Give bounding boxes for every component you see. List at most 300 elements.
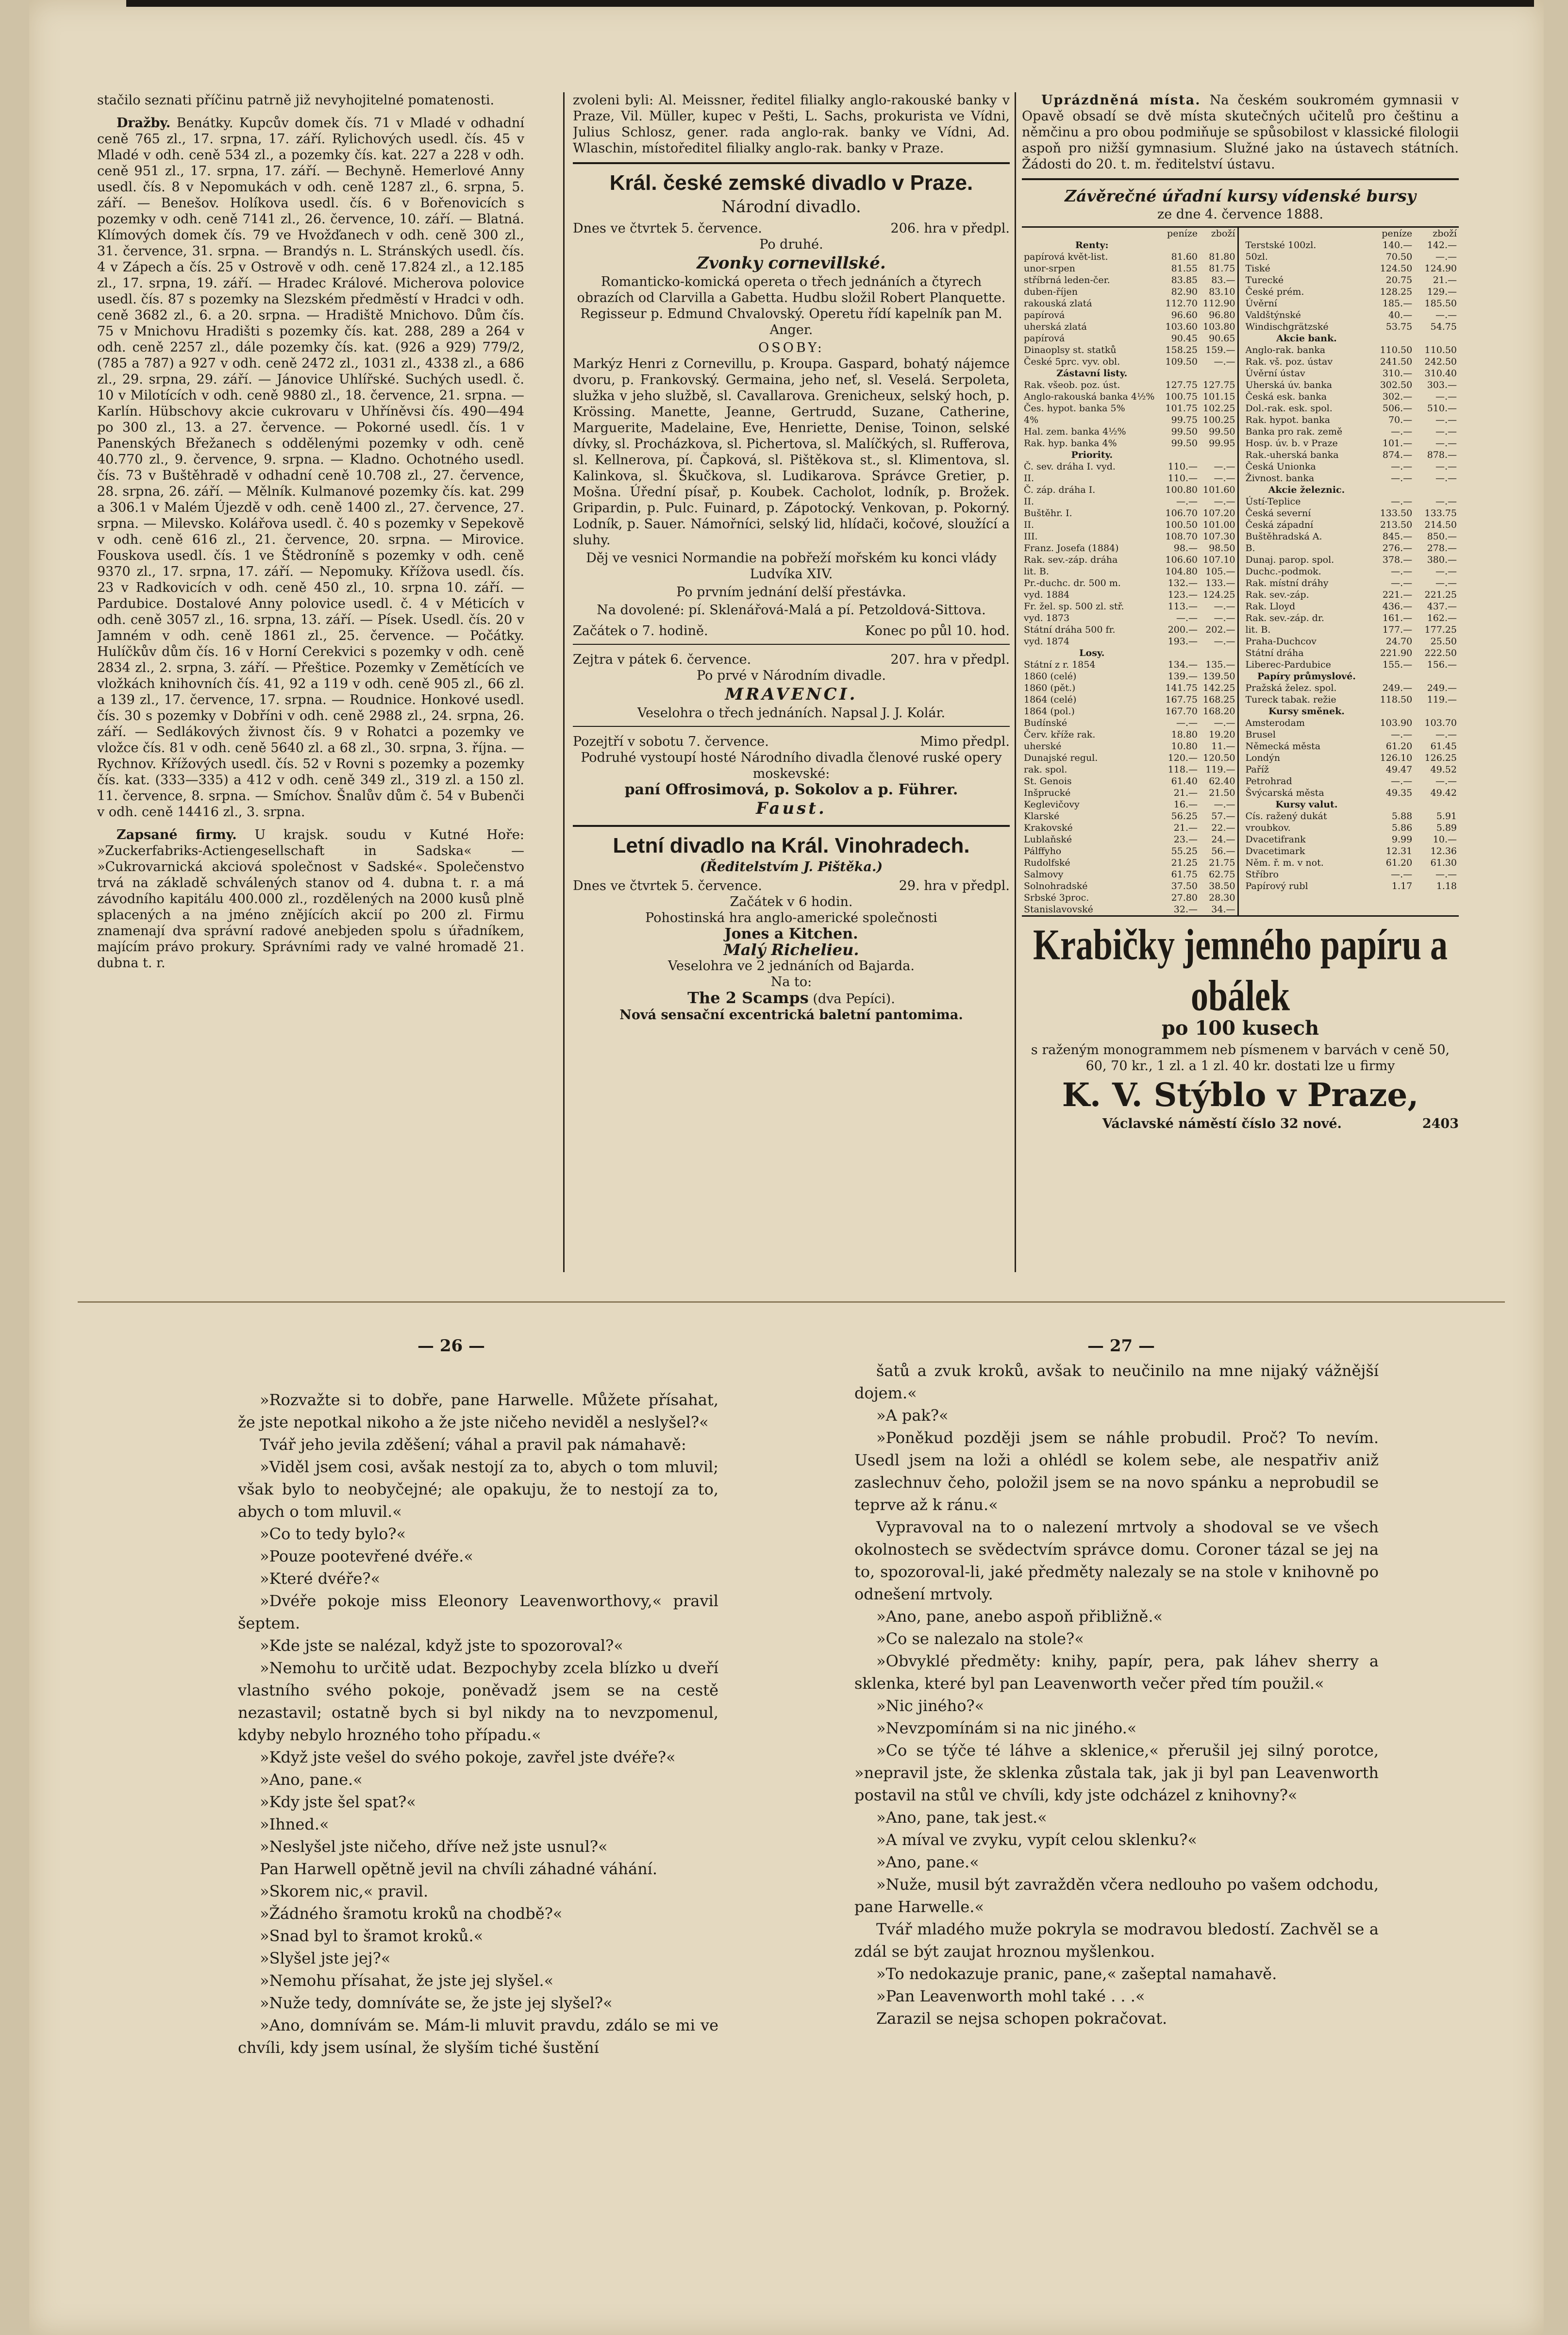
- rate-row: [1244, 764, 1459, 775]
- rate-label: Úvěrní ústav: [1245, 368, 1305, 379]
- rate-row: [1022, 403, 1237, 414]
- rate-label: Valdštýnské: [1245, 310, 1301, 320]
- rate-goods: [1414, 706, 1459, 717]
- rate-label: Anglo-rak. banka: [1245, 345, 1326, 355]
- bourse-date: ze dne 4. července 1888.: [1157, 207, 1323, 222]
- rate-row: [1244, 810, 1459, 822]
- rate-money: —.—: [1391, 776, 1413, 787]
- rate-goods: 249.—: [1427, 683, 1457, 693]
- story-paragraph: »A pak?«: [876, 1406, 949, 1425]
- rate-goods: 24.—: [1211, 834, 1235, 845]
- rate-row: [1244, 729, 1459, 740]
- rate-goods: [1200, 647, 1237, 659]
- summer-title: Malý Richelieu.: [723, 941, 859, 959]
- ad-address: Václavské náměstí číslo 32 nové.: [1102, 1116, 1342, 1131]
- show2-date: Zejtra v pátek 6. července.: [573, 652, 751, 667]
- rate-money: 9.99: [1391, 834, 1413, 845]
- story-paragraph: »Ihned.«: [260, 1815, 329, 1833]
- rate-money: 61.75: [1171, 869, 1198, 880]
- rate-row: [1022, 764, 1237, 775]
- column-divider-2: [1015, 92, 1016, 1272]
- rate-label: 1860 (pět.): [1024, 683, 1076, 693]
- rate-row: [1022, 775, 1237, 787]
- rate-row: [1022, 717, 1237, 729]
- rate-goods: [1414, 799, 1459, 810]
- rate-goods: 21.75: [1209, 857, 1235, 868]
- rate-money: 98.—: [1173, 543, 1198, 554]
- rate-label: vyd. 1873: [1024, 613, 1070, 623]
- rate-money: 104.80: [1165, 566, 1198, 577]
- story-paragraph: »Slyšel jste jej?«: [260, 1949, 391, 1967]
- right-page-number: — 27 —: [1087, 1336, 1155, 1356]
- rate-money: 213.50: [1380, 520, 1413, 530]
- rate-money: 845.—: [1382, 531, 1413, 542]
- summer-description: Pohostinská hra anglo-americké společnosti: [645, 910, 937, 925]
- rate-label: Rak. hypot. banka: [1245, 415, 1331, 425]
- rate-money: 16.—: [1173, 799, 1198, 810]
- rate-label: Č. záp. dráha I.: [1024, 485, 1096, 495]
- column-theatre: [573, 92, 1010, 1272]
- rate-row: [1244, 461, 1459, 472]
- rate-money: 112.70: [1165, 298, 1198, 309]
- rate-goods: 61.30: [1430, 857, 1457, 868]
- story-paragraph: »Ano, pane.«: [260, 1770, 363, 1789]
- jobs-heading: Uprázdněná místa.: [1041, 93, 1201, 108]
- rate-money: 100.75: [1165, 391, 1198, 402]
- rate-goods: —.—: [1214, 613, 1235, 623]
- rate-money: 249.—: [1382, 683, 1413, 693]
- rate-money: —.—: [1391, 461, 1413, 472]
- story-paragraph: »Co se nalezalo na stole?«: [876, 1629, 1084, 1648]
- rate-row: [1022, 286, 1237, 298]
- rate-label: II.: [1024, 473, 1034, 484]
- rate-label: vroubkov.: [1245, 823, 1291, 833]
- price-goods-header: zboží: [1211, 228, 1235, 239]
- story-paragraph: Tvář jeho jevila zděšení; váhal a pravil pak námahavě:: [260, 1435, 686, 1454]
- rate-label: Klarské: [1024, 811, 1060, 822]
- rate-row: [1244, 251, 1459, 263]
- rate-goods: —.—: [1435, 496, 1457, 507]
- rate-goods: 162.—: [1427, 613, 1457, 623]
- rate-goods: 380.—: [1427, 554, 1457, 565]
- rate-row: [1244, 507, 1459, 519]
- rate-goods: —.—: [1435, 776, 1457, 787]
- story-paragraph: »Neslyšel jste ničeho, dříve než jste usnul?«: [260, 1837, 608, 1856]
- rate-goods: 57.—: [1211, 811, 1235, 822]
- rate-goods: 159.—: [1205, 345, 1235, 355]
- rate-money: —.—: [1391, 869, 1413, 880]
- rate-label: Inšprucké: [1024, 788, 1071, 798]
- rate-row: [1022, 519, 1237, 531]
- rate-goods: 98.50: [1209, 543, 1235, 554]
- rate-money: 141.75: [1165, 683, 1198, 693]
- rate-label: Terstské 100zl.: [1245, 240, 1317, 251]
- rate-goods: 168.20: [1203, 706, 1235, 717]
- rate-row: [1022, 321, 1237, 333]
- rate-money: 56.25: [1171, 811, 1198, 822]
- show1-scene: Děj ve vesnici Normandie na pobřeží mořském ku konci vlády Ludvíka XIV.: [586, 551, 997, 582]
- rate-label: Česká západní: [1245, 520, 1314, 530]
- rate-goods: 119.—: [1427, 694, 1457, 705]
- rate-label: Zástavní listy.: [1056, 368, 1128, 379]
- rate-goods: 124.25: [1203, 589, 1235, 600]
- rate-label: Živnost. banka: [1245, 473, 1315, 484]
- rate-row: [1244, 391, 1459, 403]
- column-divider-1: [563, 92, 565, 1272]
- rate-money: 82.90: [1171, 286, 1198, 297]
- rate-label: II.: [1024, 496, 1034, 507]
- rate-goods: 437.—: [1427, 601, 1457, 612]
- rate-goods: 49.42: [1430, 788, 1457, 798]
- rate-row: [1244, 671, 1459, 682]
- rate-goods: 99.50: [1209, 426, 1235, 437]
- rate-label: lit. B.: [1245, 624, 1271, 635]
- rate-money: [1162, 647, 1200, 659]
- rate-goods: 110.50: [1424, 345, 1457, 355]
- rate-money: 83.85: [1171, 275, 1198, 286]
- rate-row: [1244, 834, 1459, 845]
- rate-label: vyd. 1884: [1024, 589, 1070, 600]
- rate-goods: 222.50: [1424, 648, 1457, 658]
- rate-label: Lublaňské: [1024, 834, 1072, 845]
- rate-money: [1369, 484, 1414, 496]
- rate-label: Rak. sev.-záp. dráha: [1024, 554, 1118, 565]
- show1-date: Dnes ve čtvrtek 5. července.: [573, 221, 762, 236]
- story-paragraph: »Nuže tedy, domníváte se, že jste jej slyšel?«: [260, 1994, 613, 2012]
- rate-row: [1022, 624, 1237, 636]
- ad-subheadline: po 100 kusech: [1161, 1017, 1319, 1040]
- rate-label: 1860 (celé): [1024, 671, 1077, 682]
- story-paragraph: Tvář mladého muže pokryla se modravou bledostí. Zachvěl se a zdál se být zaujat hroznou myšlenkou.: [854, 1920, 1379, 1961]
- rate-row: [1022, 659, 1237, 671]
- rate-goods: 101.60: [1203, 485, 1235, 495]
- divider: [573, 726, 1010, 727]
- rate-label: České 5prc. vyv. obl.: [1024, 356, 1120, 367]
- rate-goods: 214.50: [1424, 520, 1457, 530]
- rate-row: [1022, 682, 1237, 694]
- summer-company: Jones a Kitchen.: [724, 925, 858, 942]
- show1-regisseur: Regisseur p. Edmund Chvalovský. Operetu řídí kapelník pan M. Anger.: [580, 306, 1002, 337]
- rate-label: Německá města: [1245, 741, 1321, 752]
- ad-headline: Krabičky jemného papíru a obálek: [1033, 920, 1448, 1020]
- rate-money: [1369, 799, 1414, 810]
- story-paragraph: »A míval ve zvyku, vypít celou sklenku?«: [876, 1831, 1197, 1849]
- rate-goods: 129.—: [1427, 286, 1457, 297]
- rate-row: [1022, 531, 1237, 542]
- rate-row: [1022, 263, 1237, 274]
- rate-money: 12.31: [1385, 846, 1413, 857]
- rate-label: Keglevičovy: [1024, 799, 1080, 810]
- rate-money: 185.—: [1382, 298, 1413, 309]
- rate-money: 5.86: [1391, 823, 1413, 833]
- show1-note: Po druhé.: [759, 237, 823, 252]
- rate-goods: —.—: [1214, 461, 1235, 472]
- rate-label: Rak. vš. poz. ústav: [1245, 356, 1333, 367]
- rate-row: [1244, 484, 1459, 496]
- rate-goods: 11.—: [1211, 741, 1235, 752]
- rate-goods: 38.50: [1209, 881, 1235, 891]
- rate-money: 99.50: [1171, 426, 1198, 437]
- rate-row: [1244, 647, 1459, 659]
- rate-label: Buštěhradská A.: [1245, 531, 1322, 542]
- rate-money: 103.90: [1380, 718, 1413, 728]
- rate-row: [1244, 368, 1459, 379]
- rate-money: 436.—: [1382, 601, 1413, 612]
- rate-money: 110.50: [1380, 345, 1413, 355]
- rate-goods: —.—: [1435, 578, 1457, 588]
- rate-money: 21.—: [1173, 788, 1198, 798]
- rate-goods: 101.00: [1203, 520, 1235, 530]
- show1-title: Zvonky cornevillské.: [697, 253, 886, 273]
- price-goods-header: zboží: [1433, 228, 1457, 239]
- rate-label: Paříž: [1245, 764, 1269, 775]
- rate-label: III.: [1024, 531, 1038, 542]
- rate-label: papírová květ-list.: [1024, 252, 1108, 262]
- rate-row: [1022, 787, 1237, 799]
- rate-goods: 81.80: [1209, 252, 1235, 262]
- rate-row: [1244, 554, 1459, 566]
- rate-money: 61.20: [1385, 741, 1413, 752]
- divider: [573, 825, 1010, 827]
- rate-row: [1022, 496, 1237, 507]
- story-paragraph: šatů a zvuk kroků, avšak to neučinilo na mne nijaký vážnější dojem.«: [854, 1361, 1379, 1402]
- rate-goods: 83.10: [1209, 286, 1235, 297]
- summer-date: Dnes ve čtvrtek 5. července.: [573, 878, 762, 893]
- rate-row: [1022, 507, 1237, 519]
- rate-label: Dinaoplsy st. statků: [1024, 345, 1117, 355]
- rate-label: Hosp. úv. b. v Praze: [1245, 438, 1338, 449]
- rate-money: —.—: [1176, 496, 1198, 507]
- rate-goods: 90.65: [1209, 333, 1235, 344]
- rate-money: 90.45: [1171, 333, 1198, 344]
- rate-row: [1244, 636, 1459, 647]
- rate-row: [1022, 391, 1237, 403]
- story-paragraph: »Snad byl to šramot kroků.«: [260, 1927, 484, 1945]
- rate-goods: 96.80: [1209, 310, 1235, 320]
- story-paragraph: »Skorem nic,« pravil.: [260, 1882, 429, 1900]
- rate-money: 103.60: [1165, 321, 1198, 332]
- rate-label: Čes. hypot. banka 5%: [1024, 403, 1125, 414]
- rate-label: Česká esk. banka: [1245, 391, 1327, 402]
- rate-label: Rak. sev.-záp.: [1245, 589, 1309, 600]
- summer-title2: The 2 Scamps: [687, 989, 809, 1007]
- rate-row: [1244, 706, 1459, 717]
- rate-label: Turecké: [1245, 275, 1284, 286]
- rate-goods: —.—: [1214, 601, 1235, 612]
- show1-cast: Markýz Henri z Cornevillu, p. Kroupa. Gaspard, bohatý nájemce dvoru, p. Frankovský. Germaina, jeho neť, sl. Veselá. Serpoleta, služka v jeho službě, sl. Cavallarova. Grenicheux, selský hoch, p. Krössing. Manette, Jeanne, Gertrudd, Suzane, Catherine, Marguerite, Madelaine, Eve, Henriette, Denise, Toinon, selské dívky, sl. Procházkova, sl. Pichertova, sl. Malíčkých, sl. Rufferova, sl. Kellnerova, pí. Čapková, sl. Pištěkova st., sl. Klimentova, sl. Kalinkova, sl. Škučkova, sl. Ludikarova. Správce Gretier, p. Mošna. Úřední písař, p. Koubek. Cacholot, lodník, p. Brožek. Gripardin, p. Pulc. Fuinard, p. Zápotocký. Venkovan, p. Pokorný. Lodník, p. Sauer. Námořníci, selský lid, hlídači, kočové, sloužící a sluhy.: [573, 356, 1010, 548]
- rate-row: [1022, 740, 1237, 752]
- rate-label: Tiské: [1245, 263, 1270, 274]
- story-paragraph: »Nemohu to určitě udat. Bezpochyby zcela blízko u dveří vlastního svého pokoje, poněvadž jsem se na cestě nezastavil; ostatně bych si byl nikdy na to nevzpomenul, kdyby nebylo hrozného toho případu.«: [238, 1659, 718, 1744]
- rate-label: 50zl.: [1245, 252, 1268, 262]
- story-paragraph: »Co to tedy bylo?«: [260, 1525, 406, 1543]
- rate-goods: 34.—: [1211, 904, 1235, 915]
- rate-goods: 120.50: [1203, 753, 1235, 763]
- show2-number: 207. hra v předpl.: [890, 652, 1010, 667]
- story-paragraph: »Nuže, musil být zavražděn včera nedlouho po vašem odchodu, pane Harwelle.«: [854, 1875, 1379, 1916]
- rate-row: [1244, 414, 1459, 426]
- rate-goods: 107.10: [1203, 554, 1235, 565]
- rate-goods: 202.—: [1205, 624, 1235, 635]
- rate-money: 874.—: [1382, 450, 1413, 460]
- rate-goods: 56.—: [1211, 846, 1235, 857]
- story-paragraph: Vypravoval na to o nalezení mrtvoly a shodoval se ve všech okolnostech se svědectvím správce domu. Coroner tázal se jej na to, spozoroval-li, jaké předměty nalezaly se na stole v knihovně po odnešení mrtvoly.: [854, 1518, 1379, 1603]
- rate-money: 241.50: [1380, 356, 1413, 367]
- rate-row: [1244, 426, 1459, 437]
- rate-row: [1244, 333, 1459, 344]
- ad-number: 2403: [1422, 1116, 1459, 1131]
- rate-money: [1162, 368, 1200, 379]
- rate-goods: [1200, 239, 1237, 251]
- rate-goods: 100.25: [1203, 415, 1235, 425]
- rate-money: 506.—: [1382, 403, 1413, 414]
- rate-label: Stanislavovské: [1024, 904, 1093, 915]
- summer-title2-line: [573, 990, 1010, 1007]
- board-intro: zvoleni byli: Al. Meissner, ředitel filialky anglo-rakouské banky v Praze, Vil. Müller, kupec v Pešti, L. Sachs, prokurista ve Vídni, Julius Schlosz, gener. rada anglo-rak. banky ve Vídni, Ad. Wlaschin, místoředitel filialky anglo-rak. banky v Praze.: [573, 93, 1010, 156]
- rate-label: Liberec-Pardubice: [1245, 659, 1331, 670]
- rate-label: 4%: [1024, 415, 1039, 425]
- summer-then: Na to:: [770, 974, 812, 990]
- rate-label: Renty:: [1075, 240, 1109, 251]
- rate-money: 120.—: [1168, 753, 1198, 763]
- rate-goods: 124.90: [1424, 263, 1457, 274]
- rate-money: 276.—: [1382, 543, 1413, 554]
- rate-label: Stříbro: [1245, 869, 1279, 880]
- bourse-table-left: [1022, 228, 1239, 915]
- summer-theatre-title: Letní divadlo na Král. Vinohradech.: [613, 834, 970, 857]
- auctions-heading: Dražby.: [117, 116, 171, 131]
- rate-goods: —.—: [1435, 391, 1457, 402]
- rate-goods: 83.—: [1211, 275, 1235, 286]
- rate-label: Česká Unionka: [1245, 461, 1316, 472]
- rate-goods: 310.40: [1424, 368, 1457, 379]
- rate-money: 5.88: [1391, 811, 1413, 822]
- rate-row: [1022, 542, 1237, 554]
- rate-money: 133.50: [1380, 508, 1413, 519]
- rate-money: 101.—: [1382, 438, 1413, 449]
- show1-end: Konec po půl 10. hod.: [865, 623, 1010, 638]
- rate-row: [1022, 472, 1237, 484]
- story-paragraph: »Nevzpomínám si na nic jiného.«: [876, 1719, 1137, 1737]
- bourse-title: Závěrečné úřadní kursy vídenské bursy: [1065, 186, 1416, 205]
- rate-goods: —.—: [1435, 566, 1457, 577]
- rate-money: 302.50: [1380, 380, 1413, 390]
- firms-heading: Zapsané firmy.: [117, 827, 237, 842]
- auctions-paragraph: [97, 115, 524, 820]
- rate-row: [1244, 531, 1459, 542]
- rate-goods: —.—: [1214, 799, 1235, 810]
- rate-money: 108.70: [1165, 531, 1198, 542]
- rate-money: 106.60: [1165, 554, 1198, 565]
- rate-label: Banka pro rak. země: [1245, 426, 1343, 437]
- rate-label: Budínské: [1024, 718, 1068, 728]
- story-left-page: [238, 1389, 718, 2292]
- rate-goods: 878.—: [1427, 450, 1457, 460]
- column-auctions: [97, 92, 524, 1272]
- rate-row: [1244, 298, 1459, 309]
- rate-row: [1244, 519, 1459, 531]
- auctions-text: Benátky. Kupcův domek čís. 71 v Mladé v odhadní ceně 765 zl., 17. srpna, 17. září. Rylichových usedl. čís. 45 v Mladé v odh. ceně 534 zl., a pozemky čís. kat. 227 a 228 v odh. ceně 951 zl., 17. srpna, 17. září. — Bechyně. Hemerlové Anny usedl. čís. 8 v Nepomukách v odh. ceně 1287 zl., 6. srpna, 5. září. — Benešov. Holíkova usedl. čís. 6 v Bořenovicích s pozemky v odh. ceně 7141 zl., 26. července, 10. září. — Blatná. Klímových domek čís. 79 ve Hvožďanech v odh. ceně 300 zl., 31. července, 31. srpna. — Brandýs n. L. Stránských usedl. čís. 4 v Zápech a čís. 25 v Ostrově v odh. ceně 17.824 zl., a 12.185 zl., 17. srpna, 19. září. — Hradec Králové. Micherova polovice usedl. čís. 87 s pozemky na Slezském předměstí v Hradci v odh. ceně 3682 zl., 6. a 20. srpna. — Hradiště Mnichovo. Dům čís. 75 v Mnichovu Hradišti s pozemky čís. kat. 288, 289 a 264 v odh. ceně 2257 zl., dále pozemky čís. kat. (926 a 929) 779/2, (785 a 787) a 927 v odh. ceně 2472 zl., 1031 zl., 4338 zl., a 686 zl., 29. srpna, 29. září. — Jánovice Uhlířské. Suchých usedl. č. 10 v Milotících v odh. ceně 9880 zl., 18. července, 21. srpna. — Karlín. Hübschovy akcie cukrovaru v Uhříněvsi čís. 490—494 po 300 zl., 13. a 27. července. — Pokorné usedl. čís. 1 v Panenských Břežanech s oddělenými pozemky v odh. ceně 40.770 zl., 9. července, 9. srpna. — Kladno. Ochotného usedl. čís. 73 v Buštěhradě v odhadní ceně 10.708 zl., 27. července, 28. srpna, 26. září. — Mělník. Kulmanové pozemky čís. kat. 299 a 306.1 v Malém Újezdě v odh. ceně 1400 zl., 27. července, 27. srpna. — Milevsko. Kolářova usedl. č. 40 s pozemky v Sepekově v odh. ceně 616 zl., 21. července, 20. srpna. — Mirovice. Fouskova usedl. čís. 1 ve Štědroníně s pozemky v odh. ceně 9370 zl., 17. srpna, 17. září. — Nepomuky. Křížova usedl. čís. 23 v Radkovicích v odh. ceně 450 zl., 10. srpna 10. září. — Pardubice. Dostalové Anny polovice usedl. č. 4 v Méticích v odh. ceně 3057 zl., 16. srpna, 13. září. — Písek. Usedl. čís. 20 v Jamném v odh. ceně 1861 zl., 25. července. — Počátky. Hulíčkův dům čís. 16 v Horní Cerekvici s pozemky v odh. ceně 2834 zl., 2. srpna, 3. září. — Přeštice. Pozemky v Zemětících ve vložkách knihovních čís. 41, 92 a 119 v odh. ceně 905 zl., 66 zl. a 139 zl., 17. července, 17. srpna. — Roudnice. Honkové usedl. čís. 30 s pozemky v Dobříni v odh. ceně 2988 zl., 24. srpna, 26. září. — Sedlákových živnost čís. 9 v Rohatci a pozemky ve vložce čís. 81 v odh. ceně 5640 zl. a 68 zl., 30. srpna, 3. října. — Rychnov. Křížových usedl. čís. 52 v Rovni s pozemky a pozemky čís. kat. (333—335) a 412 v odh. ceně 349 zl., 319 zl. a 150 zl. 11. července, 8. srpna. — Smíchov. Šnalův dům č. 54 v Bubenči v odh. ceně 14416 zl., 3. srpna.: [97, 116, 524, 820]
- rate-label: St. Genois: [1024, 776, 1072, 787]
- rate-label: lit. B.: [1024, 566, 1049, 577]
- rate-row: [1022, 601, 1237, 612]
- story-paragraph: »Které dvéře?«: [260, 1569, 381, 1588]
- rate-label: Červ. kříže rak.: [1024, 729, 1096, 740]
- rate-row: [1022, 426, 1237, 437]
- story-paragraph: »Pan Leavenworth mohl také . . .«: [876, 1987, 1145, 2005]
- rate-money: [1369, 333, 1414, 344]
- rate-row: [1022, 333, 1237, 344]
- rate-row: [1244, 694, 1459, 706]
- rate-label: Kursy valut.: [1275, 799, 1338, 810]
- theatre-subtitle: Národní divadlo.: [721, 197, 861, 217]
- rate-money: 100.80: [1165, 485, 1198, 495]
- rate-label: Rak. Lloyd: [1245, 601, 1296, 612]
- show3-cast: paní Offrosimová, p. Sokolov a p. Führer.: [624, 781, 958, 798]
- rate-money: 70.50: [1385, 252, 1413, 262]
- show1-pause: Po prvním jednání delší přestávka.: [676, 585, 906, 600]
- rate-label: Dunajské regul.: [1024, 753, 1098, 763]
- rate-goods: —.—: [1214, 356, 1235, 367]
- rate-money: 32.—: [1173, 904, 1198, 915]
- rate-row: [1244, 612, 1459, 624]
- rate-goods: 119.—: [1205, 764, 1235, 775]
- rate-row: [1244, 403, 1459, 414]
- rate-goods: 99.95: [1209, 438, 1235, 449]
- rate-row: [1022, 566, 1237, 577]
- rate-label: rakouská zlatá: [1024, 298, 1092, 309]
- rate-goods: 49.52: [1430, 764, 1457, 775]
- ad-firm-name: K. V. Stýblo v Praze,: [1062, 1076, 1419, 1114]
- rate-label: Státní dráha 500 fr.: [1024, 624, 1116, 635]
- rate-row: [1022, 752, 1237, 764]
- rate-label: II.: [1024, 520, 1034, 530]
- summer-title2-sub: (dva Pepíci).: [813, 991, 895, 1007]
- rate-label: stříbrná leden-čer.: [1024, 275, 1110, 286]
- summer-start: Začátek v 6 hodin.: [730, 894, 853, 909]
- rate-row: [1244, 286, 1459, 298]
- show1-start: Začátek o 7. hodině.: [573, 623, 708, 638]
- rate-row: [1022, 857, 1237, 869]
- rate-row: [1022, 834, 1237, 845]
- rate-goods: —.—: [1435, 415, 1457, 425]
- rate-money: 81.55: [1171, 263, 1198, 274]
- rate-money: —.—: [1391, 426, 1413, 437]
- rate-label: Dol.-rak. esk. spol.: [1245, 403, 1333, 414]
- rate-label: Uherská úv. banka: [1245, 380, 1333, 390]
- rate-money: 221.—: [1382, 589, 1413, 600]
- rate-row: [1244, 799, 1459, 810]
- story-right-page: [854, 1360, 1379, 2292]
- rate-goods: 112.90: [1203, 298, 1235, 309]
- show2-note: Po prvé v Národním divadle.: [697, 668, 886, 683]
- rate-money: 10.80: [1171, 741, 1198, 752]
- rate-money: 167.70: [1165, 706, 1198, 717]
- rate-row: [1244, 880, 1459, 892]
- story-paragraph: »Když jste vešel do svého pokoje, zavřel jste dvéře?«: [260, 1748, 676, 1766]
- rate-money: 96.60: [1171, 310, 1198, 320]
- rate-label: Petrohrad: [1245, 776, 1292, 787]
- rate-row: [1022, 869, 1237, 880]
- intro-text: stačilo seznati příčinu patrně již nevyhojitelné pomatenosti.: [97, 93, 495, 108]
- rate-money: —.—: [1391, 496, 1413, 507]
- rate-row: [1022, 251, 1237, 263]
- rate-goods: 5.89: [1436, 823, 1457, 833]
- rate-label: Windischgrätzské: [1245, 321, 1329, 332]
- rate-row: [1244, 309, 1459, 321]
- show3-title: Faust.: [756, 799, 827, 818]
- summer-number: 29. hra v předpl.: [899, 878, 1010, 893]
